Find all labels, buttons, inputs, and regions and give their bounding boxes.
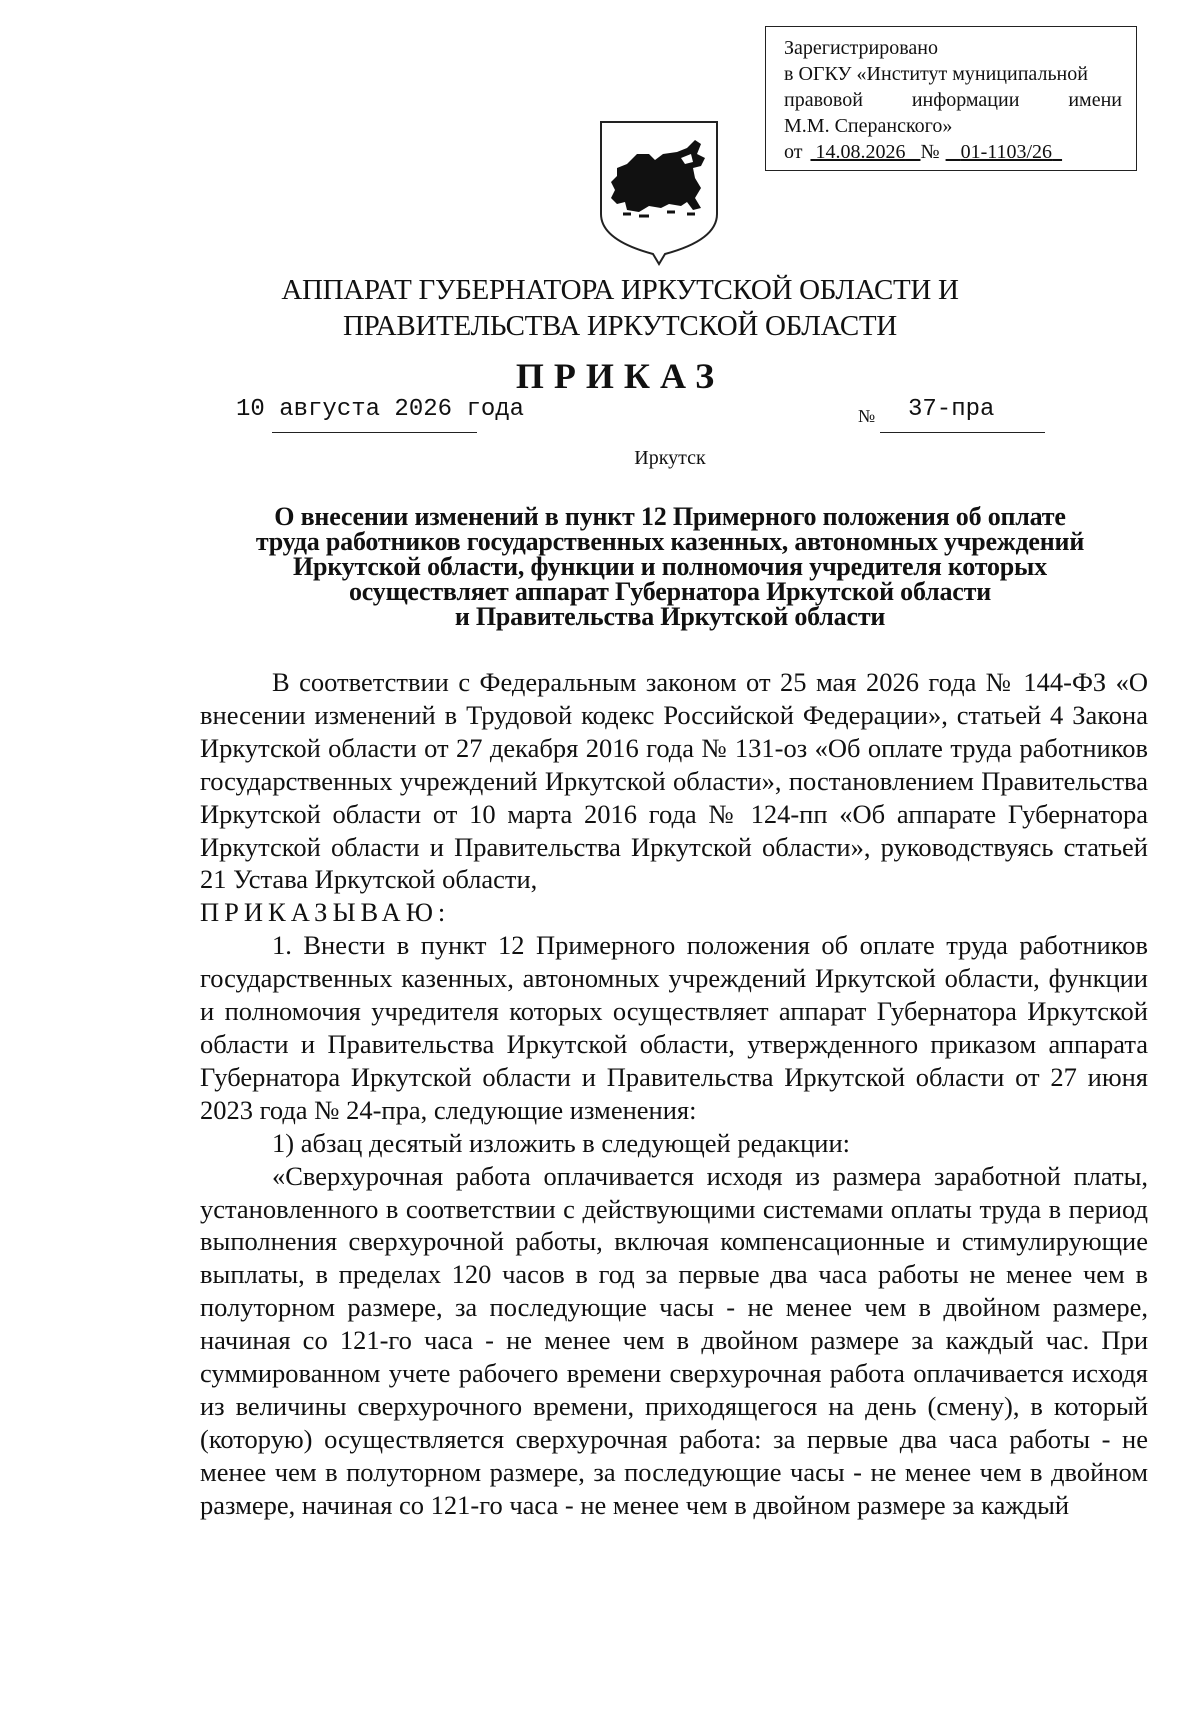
irkutsk-coat-of-arms-icon	[597, 118, 721, 266]
registration-stamp	[765, 26, 1137, 171]
title-line: труда работников государственных казенных, автономных учреждений	[255, 527, 1085, 556]
document-title	[190, 504, 1150, 629]
stamp-word: имени	[1068, 89, 1122, 111]
subitem-1-paragraph: 1) абзац десятый изложить в следующей редакции:	[272, 1127, 851, 1158]
order-date: 10 августа 2026 года	[236, 396, 525, 423]
document-kind: ПРИКАЗ	[515, 356, 725, 396]
item-1-paragraph: 1. Внести в пункт 12 Примерного положения об оплате труда работников государственных казенных, автономных учреждений Иркутской области, функции и полномочия учредителя которых осуществляет аппарат Губернатора Иркутской области и Правительства Иркутской области, утвержденного приказом аппарата Губернатора Иркутской области и Правительства Иркутской области от 27 июня 2023 года № 24-пра, следующие изменения:	[200, 930, 1148, 1125]
stamp-registration-line	[784, 139, 1122, 165]
stamp-word: информации	[911, 89, 1020, 111]
stamp-line-2: в ОГКУ «Институт муниципальной	[784, 63, 1088, 85]
number-underline	[880, 432, 1045, 433]
stamp-number: 01-1103/26	[960, 141, 1053, 163]
title-line: осуществляет аппарат Губернатора Иркутской области	[349, 577, 991, 606]
stamp-date-prefix: от	[784, 141, 803, 163]
org-line-1: АППАРАТ ГУБЕРНАТОРА ИРКУТСКОЙ ОБЛАСТИ И	[281, 274, 959, 306]
preamble-paragraph: В соответствии с Федеральным законом от 25 мая 2026 года № 144-ФЗ «О внесении изменений в Трудовой кодекс Российской Федерации», статьей 4 Закона Иркутской области от 27 декабря 2016 года № 131-оз «Об оплате труда работников государственных учреждений Иркутской области», постановлением Правительства Иркутской области от 10 марта 2016 года № 124-пп «Об аппарате Губернатора Иркутской области и Правительства Иркутской области», руководствуясь статьей 21 Устава Иркутской области,	[200, 667, 1148, 895]
stamp-line-1: Зарегистрировано	[784, 37, 939, 59]
org-line-2: ПРАВИТЕЛЬСТВА ИРКУТСКОЙ ОБЛАСТИ	[343, 310, 897, 342]
stamp-line-3	[784, 87, 1122, 113]
city: Иркутск	[634, 447, 706, 469]
title-line: О внесении изменений в пункт 12 Примерного положения об оплате	[274, 502, 1066, 531]
document-body	[200, 666, 1148, 1522]
number-sign: №	[858, 406, 876, 426]
date-underline	[272, 432, 477, 433]
title-line: Иркутской области, функции и полномочия учредителя которых	[293, 552, 1047, 581]
order-number: 37-пра	[908, 396, 995, 423]
order-word: ПРИКАЗЫВАЮ:	[200, 897, 451, 928]
title-line: и Правительства Иркутской области	[454, 602, 886, 631]
stamp-number-prefix: №	[920, 141, 940, 163]
quoted-text-paragraph: «Сверхурочная работа оплачивается исходя из размера заработной платы, установленного в соответствии с действующими системами оплаты труда в период выполнения сверхурочной работы, включая компенсационные и стимулирующие выплаты, в пределах 120 часов в год за первые два часа работы не менее чем в полуторном размере, за последующие часы - не менее чем в двойном размере, начиная со 121-го часа - не менее чем в двойном размере за каждый час. При суммированном учете рабочего времени сверхурочная работа оплачивается исходя из величины сверхурочного времени, приходящегося на день (смену), в который (которую) осуществляется сверхурочная работа: за первые два часа работы - не менее чем в полуторном размере, за последующие часы - не менее чем в двойном размере, начиная со 121-го часа - не менее чем в двойном размере за каждый	[200, 1160, 1148, 1520]
stamp-date: 14.08.2026	[815, 141, 906, 163]
stamp-word: правовой	[784, 89, 863, 111]
stamp-line-4: М.М. Сперанского»	[784, 115, 953, 137]
organization-name	[0, 272, 1200, 344]
